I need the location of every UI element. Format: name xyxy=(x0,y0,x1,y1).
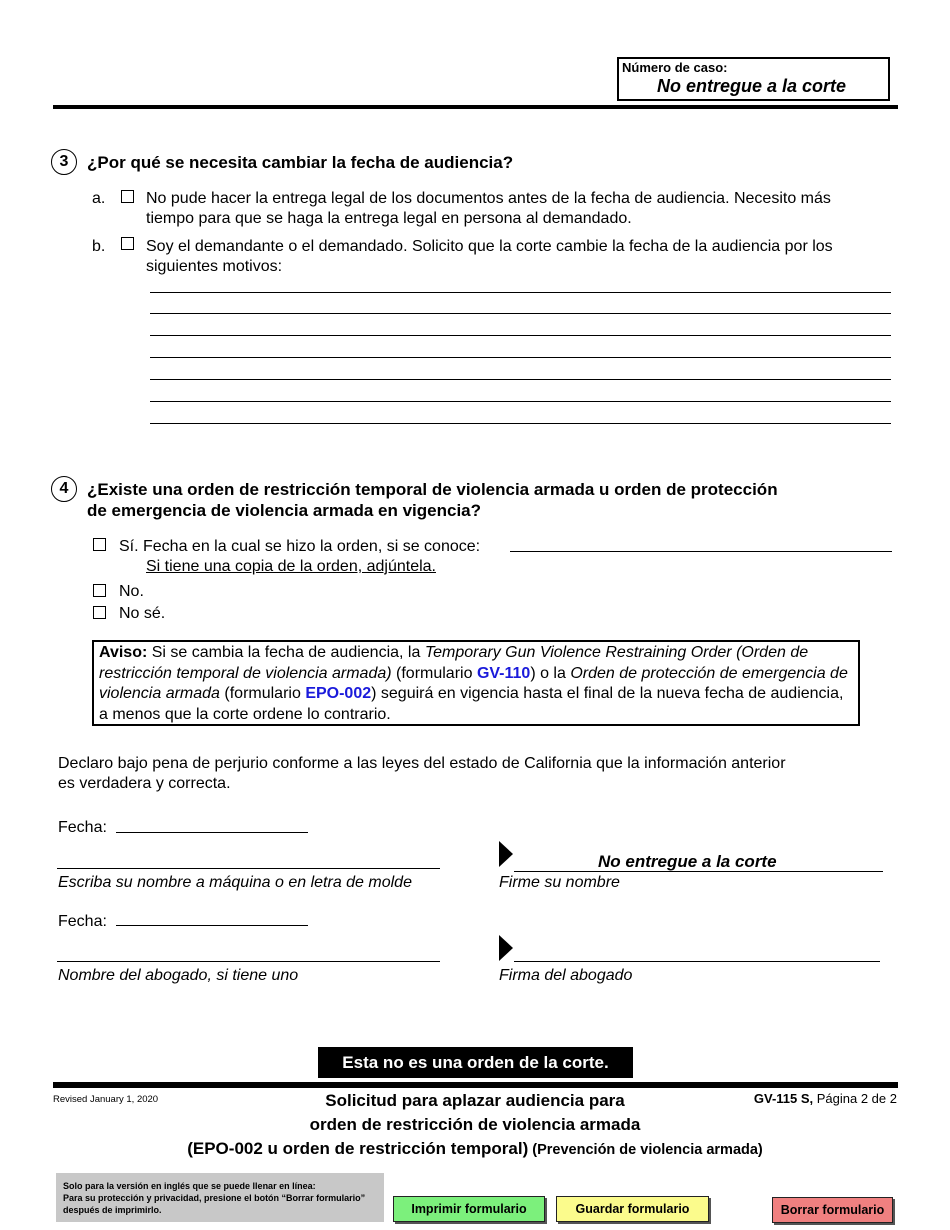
case-number-box xyxy=(617,57,890,101)
question-3-title: ¿Por qué se necesita cambiar la fecha de audiencia? xyxy=(87,153,514,172)
reason-line[interactable] xyxy=(150,423,891,424)
sign-arrow-icon xyxy=(499,841,513,867)
declaration-text: Declaro bajo pena de perjurio conforme a las leyes del estado de California que la información anterior es verdadera y correcta. xyxy=(58,755,786,792)
date-label-1: Fecha: xyxy=(58,819,107,836)
yes-label: Sí. Fecha en la cual se hizo la orden, si se conoce: xyxy=(119,538,481,555)
page-number: GV-115 S, Página 2 de 2 xyxy=(753,1091,897,1106)
question-3-number: 3 xyxy=(51,149,77,175)
attorney-signature-caption: Firma del abogado xyxy=(499,967,633,984)
option-a-checkbox[interactable] xyxy=(121,190,134,203)
question-4-title: ¿Existe una orden de restricción temporal de violencia armada u orden de protección de emergencia de violencia armada en vigencia? xyxy=(87,480,778,520)
case-number-label: Número de caso: xyxy=(622,60,728,75)
signature-value[interactable]: No entregue a la corte xyxy=(598,852,777,871)
name-field[interactable] xyxy=(57,868,440,869)
notice-box: Aviso: Si se cambia la fecha de audiencia, la Temporary Gun Violence Restraining Order (Orden de restricción temporal de violencia armada) (formulario GV-110) o la Orden de protección de emergencia de violencia armada (formulario EPO-002) seguirá en vigencia hasta el final de la nueva fecha de audiencia, a menos que la corte ordene lo contrario. xyxy=(92,640,860,726)
revised-date: Revised January 1, 2020 xyxy=(53,1094,159,1105)
signature-caption: Firme su nombre xyxy=(499,874,620,891)
date-label-2: Fecha: xyxy=(58,913,107,930)
order-date-field[interactable] xyxy=(510,551,892,552)
case-number-value[interactable]: No entregue a la corte xyxy=(657,76,847,96)
reason-line[interactable] xyxy=(150,292,891,293)
print-form-button[interactable]: Imprimir formulario xyxy=(393,1196,545,1222)
option-b-checkbox[interactable] xyxy=(121,237,134,250)
online-notice: Solo para la versión en inglés que se puede llenar en línea: Para su protección y privacidad, presione el botón “Borrar formulario” después de imprimirlo. xyxy=(56,1173,384,1222)
reason-line[interactable] xyxy=(150,379,891,380)
date-field-2[interactable] xyxy=(116,925,308,926)
top-divider xyxy=(53,105,898,109)
not-court-order-banner: Esta no es una orden de la corte. xyxy=(318,1047,633,1078)
reason-line[interactable] xyxy=(150,357,891,358)
attorney-sign-arrow-icon xyxy=(499,935,513,961)
dont-know-checkbox[interactable] xyxy=(93,606,106,619)
reason-line[interactable] xyxy=(150,401,891,402)
clear-form-button[interactable]: Borrar formulario xyxy=(772,1197,893,1223)
bottom-divider xyxy=(53,1082,898,1088)
option-b-text: Soy el demandante o el demandado. Solicito que la corte cambie la fecha de la audiencia por los siguientes motivos: xyxy=(146,238,833,275)
reason-line[interactable] xyxy=(150,313,891,314)
question-4-number: 4 xyxy=(51,476,77,502)
date-field-1[interactable] xyxy=(116,832,308,833)
option-b-letter: b. xyxy=(92,238,106,255)
dont-know-label: No sé. xyxy=(119,605,166,622)
attorney-signature-field[interactable] xyxy=(514,961,880,962)
save-form-button[interactable]: Guardar formulario xyxy=(556,1196,709,1222)
yes-checkbox[interactable] xyxy=(93,538,106,551)
form-title: Solicitud para aplazar audiencia para orden de restricción de violencia armada (EPO-002 u orden de restricción temporal) (Prevención de violencia armada) xyxy=(187,1091,763,1158)
option-a-text: No pude hacer la entrega legal de los documentos antes de la fecha de audiencia. Necesito más tiempo para que se haga la entrega legal en persona al demandado. xyxy=(146,190,831,227)
attorney-name-field[interactable] xyxy=(57,961,440,962)
signature-field[interactable] xyxy=(514,871,883,872)
epo-002-link[interactable]: EPO-002 xyxy=(305,685,372,702)
name-caption: Escriba su nombre a máquina o en letra de molde xyxy=(58,874,412,891)
gv-110-link[interactable]: GV-110 xyxy=(476,664,531,682)
attorney-name-caption: Nombre del abogado, si tiene uno xyxy=(58,967,299,984)
no-label: No. xyxy=(119,583,144,600)
yes-note: Si tiene una copia de la orden, adjúntela. xyxy=(146,558,436,575)
no-checkbox[interactable] xyxy=(93,584,106,597)
option-a-letter: a. xyxy=(92,190,106,207)
reason-line[interactable] xyxy=(150,335,891,336)
